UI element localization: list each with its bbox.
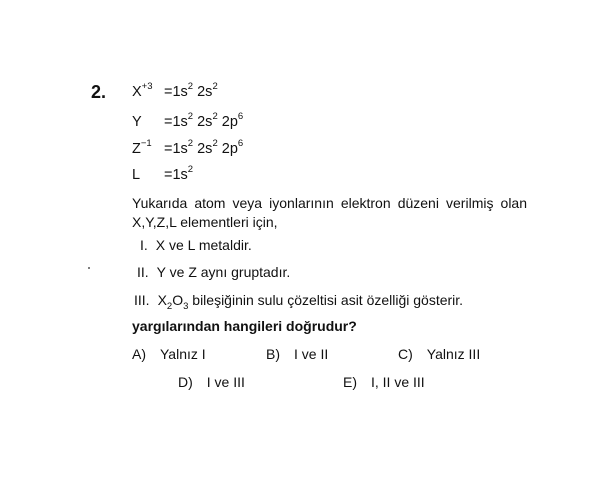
statement-2: [137, 264, 290, 280]
statement-numeral: III.: [134, 292, 150, 308]
option-a[interactable]: [132, 346, 206, 362]
option-c[interactable]: [398, 346, 480, 362]
statement-1: [140, 237, 252, 253]
statement-text: bileşiğinin sulu çözeltisi asit özelliği gösterir.: [188, 292, 464, 308]
option-letter: D): [178, 374, 193, 390]
option-text: I, II ve III: [371, 374, 425, 390]
option-letter: B): [266, 346, 280, 362]
scan-speck: [88, 267, 90, 269]
statement-text: X ve L metaldir.: [155, 237, 252, 253]
option-letter: C): [398, 346, 413, 362]
question-number: 2.: [91, 82, 107, 102]
question-prompt: yargılarından hangileri doğrudur?: [132, 318, 357, 334]
config-x: $X^{+3} =1s^2$ $2s^2$: [132, 81, 218, 100]
statement-numeral: II.: [137, 264, 149, 280]
option-b[interactable]: [266, 346, 328, 362]
statement-3: III. $X_2O_3$ bileşiğinin sulu çözeltisi asit özelliği gösterir.: [134, 292, 464, 312]
config-y: $Y =1s^2$ $2s^2$ $2p^6$: [132, 111, 244, 130]
config-z: $Z^{-1} =1s^2$ $2s^2$ $2p^6$: [132, 138, 244, 157]
config-symbol: Z: [132, 140, 141, 157]
config-symbol: Y: [132, 113, 142, 130]
config-l: $L =1s^2$: [132, 164, 194, 183]
option-d[interactable]: [178, 374, 245, 390]
option-text: I ve III: [206, 374, 245, 390]
config-symbol: L: [132, 166, 141, 183]
config-charge: −1: [140, 138, 152, 149]
option-e[interactable]: [343, 374, 425, 390]
statement-numeral: I.: [140, 237, 148, 253]
option-letter: E): [343, 374, 357, 390]
intro-paragraph: Yukarıda atom veya iyonlarının elektron düzeni verilmiş olan X,Y,Z,L elementleri için,: [132, 195, 527, 230]
config-charge: +3: [141, 81, 153, 92]
option-letter: A): [132, 346, 146, 362]
option-text: I ve II: [294, 346, 329, 362]
config-symbol: X: [132, 83, 142, 100]
option-text: Yalnız III: [426, 346, 481, 362]
option-text: Yalnız I: [160, 346, 206, 362]
statement-text: Y ve Z aynı gruptadır.: [156, 264, 291, 280]
